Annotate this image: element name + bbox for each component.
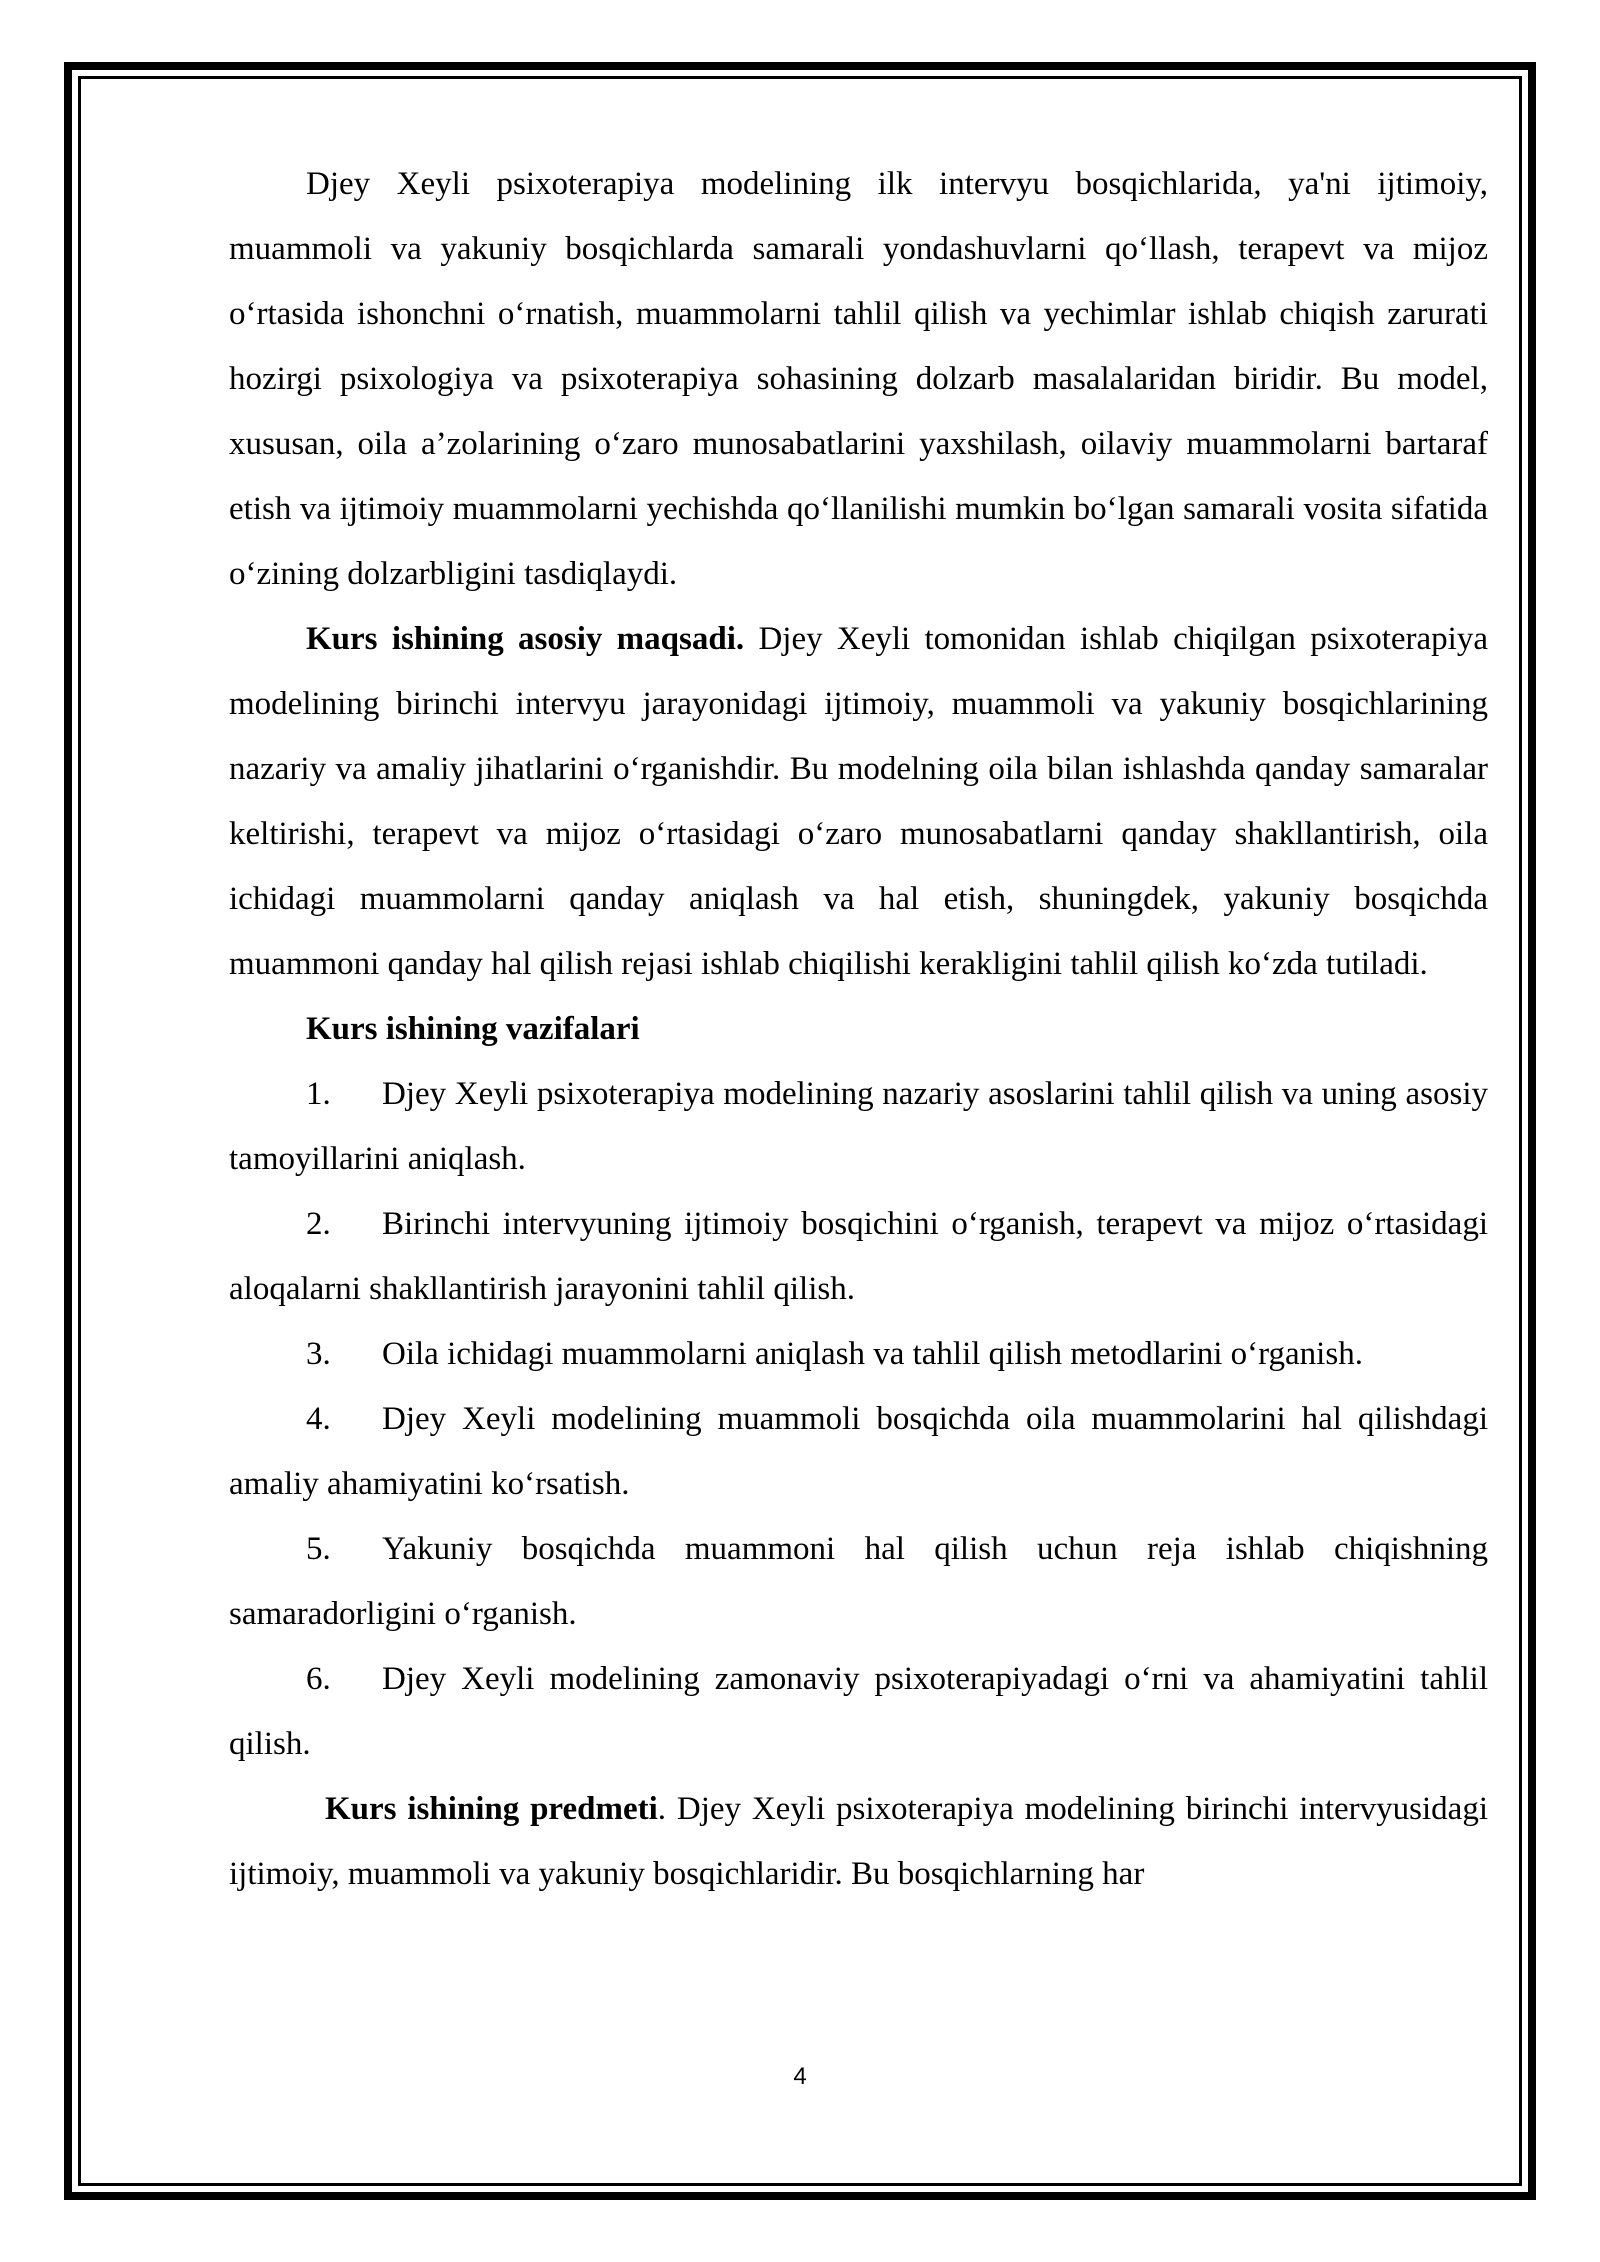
- list-item-text: Djey Xeyli psixoterapiya modelining nazariy asoslarini tahlil qilish va uning asosiy tamoyillarini aniqlash.: [229, 1076, 1488, 1177]
- page-content: [229, 152, 1488, 1907]
- list-item-number: 3.: [306, 1336, 331, 1372]
- goal-paragraph: [229, 607, 1488, 997]
- list-item-text: Djey Xeyli modelining zamonaviy psixoterapiyadagi o‘rni va ahamiyatini tahlil qilish.: [229, 1661, 1488, 1762]
- list-item-number: 2.: [306, 1206, 331, 1242]
- list-item-text: Oila ichidagi muammolarni aniqlash va tahlil qilish metodlarini o‘rganish.: [382, 1336, 1363, 1372]
- tasks-heading: Kurs ishining vazifalari: [306, 1011, 640, 1047]
- list-item-text: Djey Xeyli modelining muammoli bosqichda oila muammolarini hal qilishdagi amaliy ahamiyatini ko‘rsatish.: [229, 1401, 1488, 1502]
- subject-paragraph: [229, 1777, 1488, 1907]
- goal-label: Kurs ishining asosiy maqsadi.: [306, 621, 745, 657]
- list-item: [229, 1322, 1488, 1387]
- list-item-number: 6.: [306, 1661, 331, 1697]
- list-item: [229, 1062, 1488, 1192]
- goal-text: Djey Xeyli tomonidan ishlab chiqilgan psixoterapiya modelining birinchi intervyu jarayonidagi ijtimoiy, muammoli va yakuniy bosqichlarining nazariy va amaliy jihatlarini o‘rganishdir. Bu modelning oila bilan ishlashda qanday samaralar keltirishi, terapevt va mijoz o‘rtasidagi o‘zaro munosabatlarni qanday shakllantirish, oila ichidagi muammolarni qanday aniqlash va hal etish, shuningdek, yakuniy bosqichda muammoni qanday hal qilish rejasi ishlab chiqilishi kerakligini tahlil qilish ko‘zda tutiladi.: [229, 621, 1488, 982]
- list-item: [229, 1192, 1488, 1322]
- subject-label: Kurs ishining predmeti: [325, 1791, 658, 1827]
- list-item-number: 1.: [306, 1076, 331, 1112]
- list-item-text: Yakuniy bosqichda muammoni hal qilish uchun reja ishlab chiqishning samaradorligini o‘rganish.: [229, 1531, 1488, 1632]
- tasks-list: [229, 1062, 1488, 1777]
- subject-text: . Djey Xeyli psixoterapiya modelining birinchi intervyusidagi ijtimoiy, muammoli va yakuniy bosqichlaridir. Bu bosqichlarning har: [229, 1791, 1488, 1892]
- list-item-number: 5.: [306, 1531, 331, 1567]
- list-item: [229, 1387, 1488, 1517]
- intro-paragraph: Djey Xeyli psixoterapiya modelining ilk intervyu bosqichlarida, ya'ni ijtimoiy, muammoli va yakuniy bosqichlarda samarali yondashuvlarni qo‘llash, terapevt va mijoz o‘rtasida ishonchni o‘rnatish, muammolarni tahlil qilish va yechimlar ishlab chiqish zarurati hozirgi psixologiya va psixoterapiya sohasining dolzarb masalalaridan biridir. Bu model, xususan, oila a’zolarining o‘zaro munosabatlarini yaxshilash, oilaviy muammolarni bartaraf etish va ijtimoiy muammolarni yechishda qo‘llanilishi mumkin bo‘lgan samarali vosita sifatida o‘zining dolzarbligini tasdiqlaydi.: [229, 166, 1488, 592]
- list-item-text: Birinchi intervyuning ijtimoiy bosqichini o‘rganish, terapevt va mijoz o‘rtasidagi aloqalarni shakllantirish jarayonini tahlil qilish.: [229, 1206, 1488, 1307]
- list-item: [229, 1647, 1488, 1777]
- page-number: 4: [793, 2063, 807, 2090]
- list-item-number: 4.: [306, 1401, 331, 1437]
- list-item: [229, 1517, 1488, 1647]
